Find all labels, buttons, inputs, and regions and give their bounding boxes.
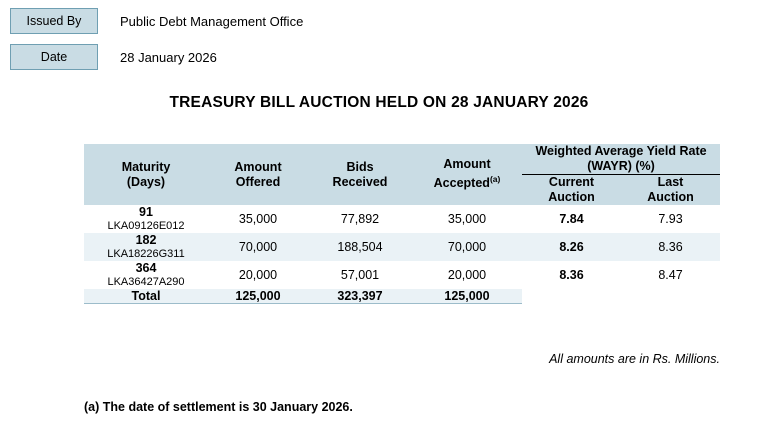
header-maturity-line1: Maturity [121,159,171,174]
cell-wayr-current: 8.36 [559,268,584,282]
cell-bids-received: 188,504 [337,240,383,254]
cell-amount-accepted: 20,000 [447,268,487,282]
date-row [10,44,217,70]
header-bids-received [308,144,412,205]
header-last-auction-line1: Last [657,175,684,189]
cell-maturity [84,205,208,233]
table-row [84,205,720,233]
total-wayr-current-blank [522,289,621,304]
page-title: TREASURY BILL AUCTION HELD ON 28 JANUARY 2026 [169,94,589,111]
issued-by-row [10,8,303,34]
header-amount-accepted-line2 [412,172,522,191]
cell-bids-received: 77,892 [340,212,380,226]
cell-amount-offered: 70,000 [238,240,278,254]
header-maturity [84,144,208,205]
cell-maturity [84,233,208,261]
header-current-auction [522,175,621,206]
header-amount-accepted-text: Accepted [433,176,490,191]
cell-bids-received: 57,001 [340,268,380,282]
table-head [84,144,720,205]
header-wayr-line2: (WAYR) (%) [587,159,655,173]
maturity-days: 364 [135,261,157,275]
maturity-isin: LKA36427A290 [107,276,185,288]
settlement-note: (a) The date of settlement is 30 January 2026. [84,400,353,414]
cell-wayr-current: 7.84 [559,212,584,226]
header-amount-offered-line2: Offered [235,174,281,189]
issued-by-value: Public Debt Management Office [120,13,304,29]
cell-wayr-last: 7.93 [658,212,683,226]
date-label: Date [10,44,98,70]
header-row-top [84,144,720,175]
total-wayr-last-blank [621,289,720,304]
issued-by-label: Issued By [10,8,98,34]
amounts-note: All amounts are in Rs. Millions. [549,352,720,366]
header-current-auction-line1: Current [548,175,595,189]
table-row [84,233,720,261]
cell-amount-offered: 35,000 [238,212,278,226]
total-amount-offered: 125,000 [208,289,308,304]
table-total-row [84,289,720,304]
header-last-auction-line2: Auction [647,190,694,204]
header-bids-received-line2: Received [332,174,388,189]
header-wayr-line1: Weighted Average Yield Rate [535,144,707,158]
cell-wayr-last: 8.47 [658,268,683,282]
cell-maturity [84,261,208,289]
header-wayr-group [522,144,720,175]
header-amount-accepted-line1: Amount [443,157,491,172]
maturity-isin: LKA18226G311 [107,248,185,260]
maturity-days: 182 [135,233,157,247]
header-amount-accepted [412,144,522,205]
header-current-auction-line2: Auction [548,190,595,204]
auction-table [84,144,720,304]
header-maturity-line2: (Days) [126,174,166,189]
cell-amount-offered: 20,000 [238,268,278,282]
total-amount-accepted: 125,000 [412,289,522,304]
total-label: Total [84,289,208,304]
header-last-auction [621,175,720,206]
date-value: 28 January 2026 [120,49,217,65]
maturity-days: 91 [139,205,153,219]
maturity-isin: LKA09126E012 [107,220,185,232]
header-amount-offered [208,144,308,205]
auction-table-container [84,144,720,304]
table-row [84,261,720,289]
total-bids-received: 323,397 [308,289,412,304]
header-bids-received-line1: Bids [346,159,374,174]
header-amount-accepted-footnote-marker: (a) [489,174,501,185]
cell-wayr-last: 8.36 [658,240,683,254]
cell-amount-accepted: 70,000 [447,240,487,254]
cell-amount-accepted: 35,000 [447,212,487,226]
header-amount-offered-line1: Amount [234,159,282,174]
table-body [84,205,720,304]
cell-wayr-current: 8.26 [559,240,584,254]
